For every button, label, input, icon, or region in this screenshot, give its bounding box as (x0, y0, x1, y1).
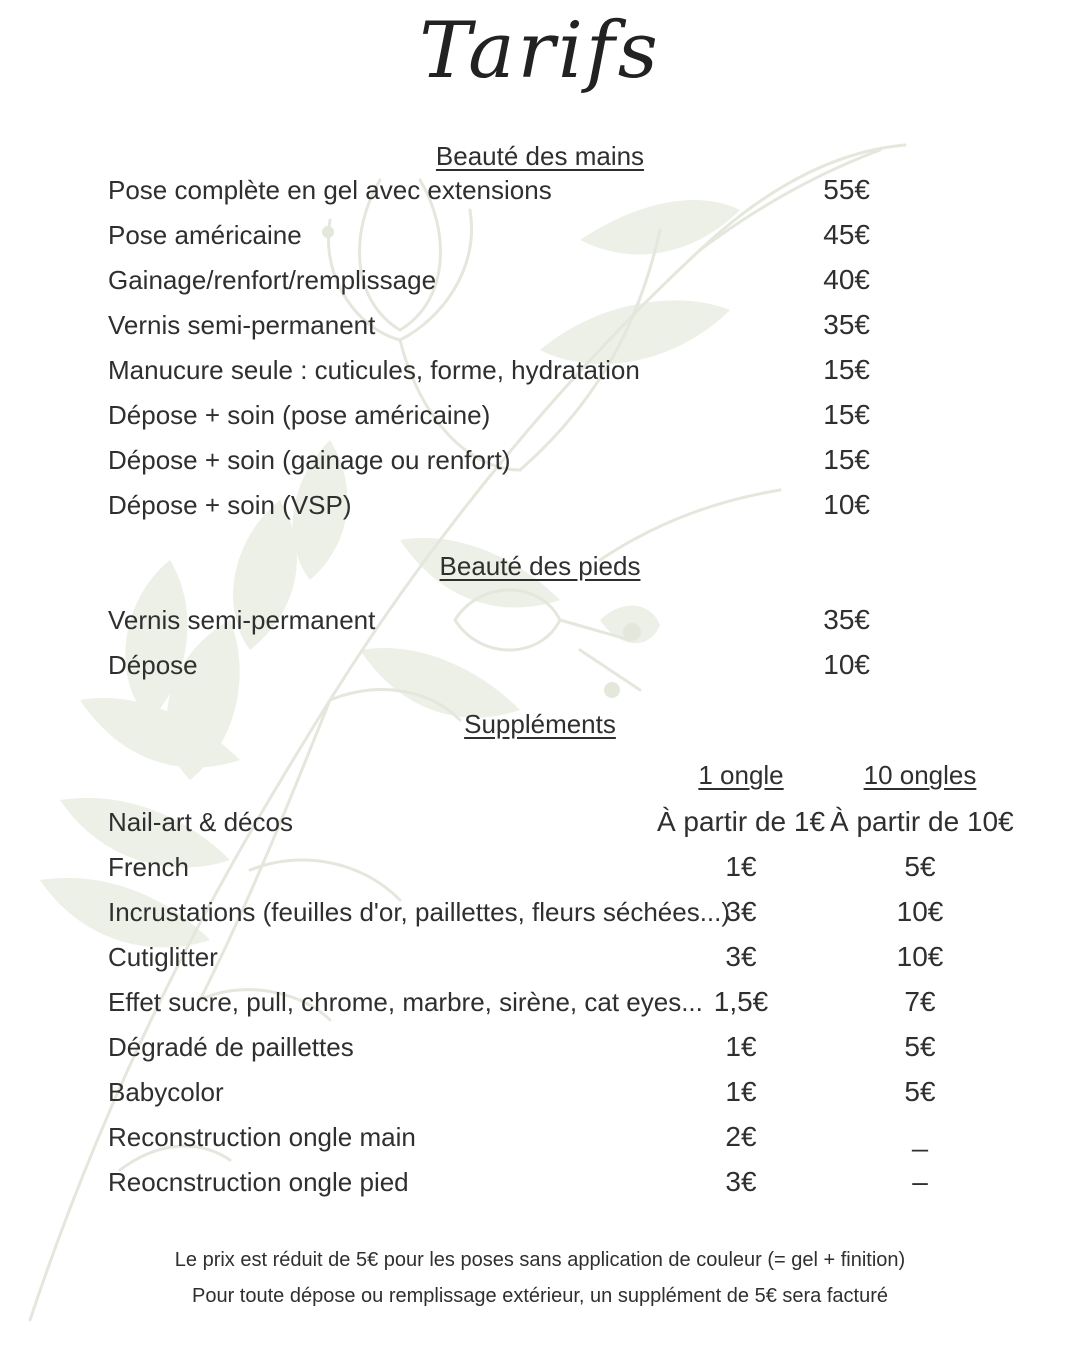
service-label: Dépose + soin (pose américaine) (108, 400, 491, 430)
price-ten-nails: 5€ (904, 1031, 936, 1062)
supplement-label: Dégradé de paillettes (108, 1032, 354, 1062)
service-label: Manucure seule : cuticules, forme, hydratation (108, 355, 640, 385)
footer-note: Pour toute dépose ou remplissage extérieur, un supplément de 5€ sera facturé (192, 1285, 888, 1307)
service-label: Gainage/renfort/remplissage (108, 265, 437, 295)
supplement-label: Reocnstruction ongle pied (108, 1167, 409, 1197)
service-label: Dépose + soin (gainage ou renfort) (108, 445, 511, 475)
supplement-label: French (108, 852, 189, 882)
service-price: 10€ (823, 649, 870, 680)
service-price: 10€ (823, 489, 870, 520)
price-one-nail: À partir de 1€ (656, 806, 826, 837)
service-label: Vernis semi-permanent (108, 310, 376, 340)
service-price: 35€ (823, 309, 870, 340)
price-one-nail: 1,5€ (713, 986, 769, 1017)
price-one-nail: 1€ (725, 1076, 757, 1107)
price-ten-nails: – (912, 1166, 928, 1197)
service-label: Pose américaine (108, 220, 302, 250)
price-ten-nails: 5€ (904, 851, 936, 882)
price-ten-nails: 10€ (896, 896, 944, 927)
supplement-label: Incrustations (feuilles d'or, paillettes, fleurs séchées...) (108, 897, 731, 927)
price-ten-nails: _ (912, 1121, 928, 1152)
service-label: Vernis semi-permanent (108, 605, 376, 635)
price-one-nail: 2€ (725, 1121, 757, 1152)
price-ten-nails: À partir de 10€ (830, 806, 1014, 837)
column-header-10-ongles: 10 ongles (863, 760, 977, 790)
service-price: 15€ (823, 444, 870, 475)
service-price: 55€ (823, 174, 870, 205)
supplement-label: Babycolor (108, 1077, 224, 1107)
price-one-nail: 3€ (725, 896, 757, 927)
price-one-nail: 1€ (725, 1031, 757, 1062)
footer-note: Le prix est réduit de 5€ pour les poses sans application de couleur (= gel + finition) (174, 1249, 906, 1271)
service-price: 15€ (823, 354, 870, 385)
supplement-label: Cutiglitter (108, 942, 218, 972)
service-label: Dépose (108, 650, 198, 680)
price-one-nail: 3€ (725, 941, 757, 972)
price-one-nail: 3€ (725, 1166, 757, 1197)
price-ten-nails: 7€ (904, 986, 936, 1017)
supplement-label: Nail-art & décos (108, 807, 293, 837)
service-price: 40€ (823, 264, 870, 295)
service-price: 35€ (823, 604, 870, 635)
service-price: 45€ (823, 219, 870, 250)
price-one-nail: 1€ (725, 851, 757, 882)
supplement-label: Reconstruction ongle main (108, 1122, 416, 1152)
service-label: Pose complète en gel avec extensions (108, 175, 552, 205)
supplement-label: Effet sucre, pull, chrome, marbre, sirène, cat eyes... (108, 987, 703, 1017)
service-price: 15€ (823, 399, 870, 430)
section-title-supplements: Suppléments (464, 709, 616, 739)
price-ten-nails: 10€ (896, 941, 944, 972)
service-label: Dépose + soin (VSP) (108, 490, 352, 520)
column-header-1-ongle: 1 ongle (698, 760, 784, 790)
section-title-mains: Beauté des mains (435, 141, 645, 171)
page-title: Tarifs (419, 6, 661, 96)
section-title-pieds: Beauté des pieds (439, 551, 641, 581)
price-ten-nails: 5€ (904, 1076, 936, 1107)
